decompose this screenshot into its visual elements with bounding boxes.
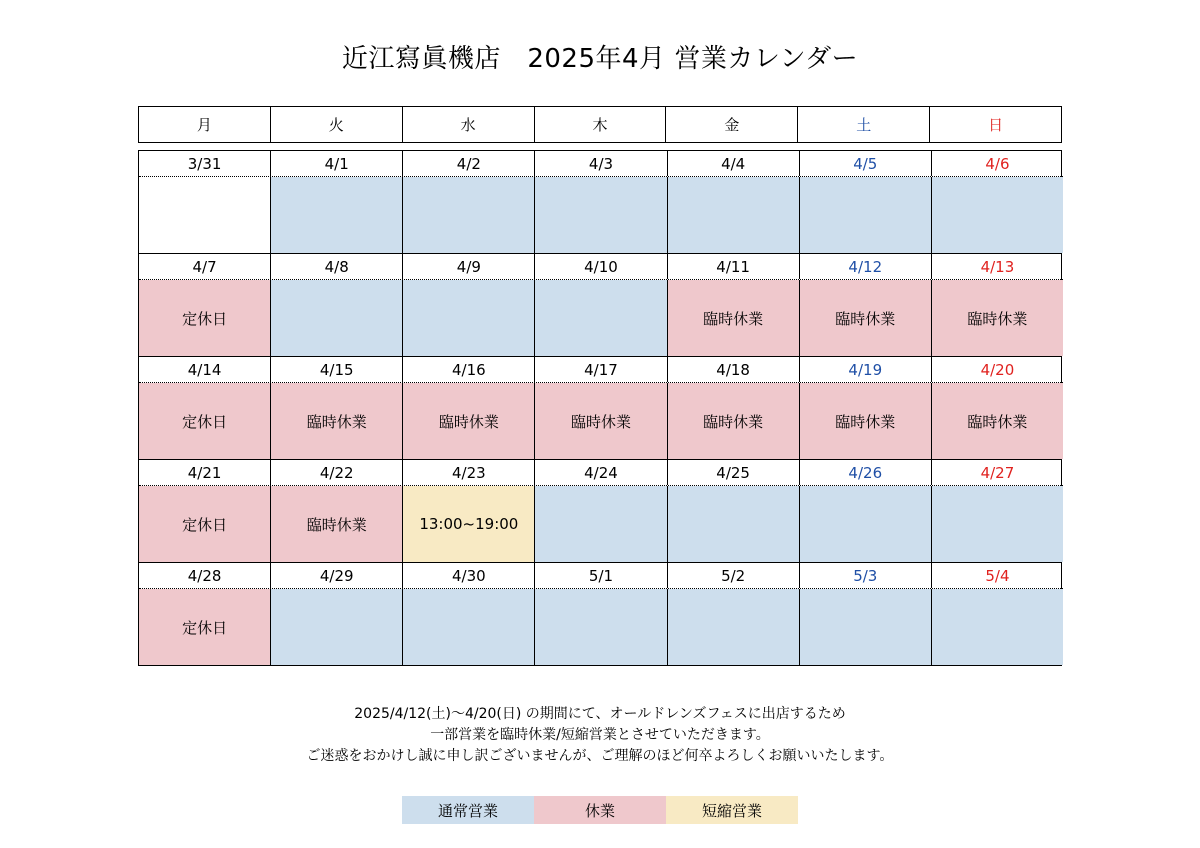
date-label: 4/1 — [271, 151, 403, 176]
day-status-cell: 定休日 — [139, 280, 271, 356]
day-status-cell — [668, 589, 800, 665]
page-title: 近江寫眞機店 2025年4月 営業カレンダー — [341, 44, 859, 74]
date-label: 4/19 — [800, 357, 932, 382]
day-status-cell — [668, 486, 800, 562]
day-status-cell — [139, 177, 271, 253]
calendar-week — [139, 357, 1061, 460]
day-status-cell — [271, 280, 403, 356]
date-label: 4/27 — [980, 463, 1015, 482]
date-label: 5/2 — [668, 563, 800, 588]
date-label: 4/14 — [139, 357, 271, 382]
day-status-cell: 定休日 — [139, 486, 271, 562]
calendar-week — [139, 254, 1061, 357]
legend-closed: 休業 — [534, 796, 666, 824]
weekday-mon: 月 — [139, 107, 271, 142]
date-label: 5/1 — [535, 563, 667, 588]
date-label: 4/17 — [535, 357, 667, 382]
date-label: 4/10 — [535, 254, 667, 279]
calendar-grid — [138, 150, 1062, 666]
date-label: 4/13 — [980, 257, 1015, 276]
day-status-cell — [668, 177, 800, 253]
weekday-sat: 土 — [798, 107, 930, 142]
day-status-cell: 臨時休業 — [271, 383, 403, 459]
day-status-cell: 臨時休業 — [271, 486, 403, 562]
date-label: 4/21 — [139, 460, 271, 485]
day-status-cell — [535, 486, 667, 562]
day-status-cell: 臨時休業 — [932, 383, 1063, 459]
date-label: 5/4 — [985, 566, 1010, 585]
date-label: 5/3 — [800, 563, 932, 588]
day-status-cell: 臨時休業 — [932, 280, 1063, 356]
day-status-cell: 臨時休業 — [800, 280, 932, 356]
date-label: 4/22 — [271, 460, 403, 485]
date-label: 4/4 — [668, 151, 800, 176]
date-label: 4/7 — [139, 254, 271, 279]
date-label: 4/15 — [271, 357, 403, 382]
calendar-week — [139, 151, 1061, 254]
weekday-fri: 金 — [666, 107, 798, 142]
legend-open: 通常営業 — [402, 796, 534, 824]
date-label: 4/11 — [668, 254, 800, 279]
date-label: 4/8 — [271, 254, 403, 279]
weekday-sun: 日 — [988, 116, 1004, 134]
date-label: 4/2 — [403, 151, 535, 176]
day-status-cell — [403, 280, 535, 356]
day-status-cell — [800, 486, 932, 562]
day-status-cell — [271, 589, 403, 665]
calendar — [138, 106, 1062, 666]
date-label: 4/25 — [668, 460, 800, 485]
calendar-week — [139, 460, 1061, 563]
day-status-cell: 13:00~19:00 — [403, 486, 535, 562]
day-status-cell — [932, 589, 1063, 665]
weekday-wed: 水 — [403, 107, 535, 142]
notice-line: ご迷惑をおかけし誠に申し訳ございませんが、ご理解のほど何卒よろしくお願いいたします。 — [306, 748, 894, 764]
date-label: 4/9 — [403, 254, 535, 279]
day-status-cell — [800, 589, 932, 665]
notice-line: 2025/4/12(土)〜4/20(日) の期間にて、オールドレンズフェスに出店するため — [354, 706, 846, 722]
day-status-cell: 定休日 — [139, 589, 271, 665]
notice-line: 一部営業を臨時休業/短縮営業とさせていただきます。 — [430, 727, 770, 743]
date-label: 4/28 — [139, 563, 271, 588]
day-status-cell — [535, 177, 667, 253]
legend — [402, 796, 798, 824]
day-status-cell — [535, 280, 667, 356]
date-label: 4/5 — [800, 151, 932, 176]
day-status-cell: 臨時休業 — [800, 383, 932, 459]
date-label: 4/16 — [403, 357, 535, 382]
day-status-cell: 臨時休業 — [668, 280, 800, 356]
day-status-cell — [535, 589, 667, 665]
date-label: 4/6 — [985, 154, 1010, 173]
legend-short: 短縮営業 — [666, 796, 798, 824]
day-status-cell — [403, 589, 535, 665]
date-label: 4/12 — [800, 254, 932, 279]
weekday-tue: 火 — [271, 107, 403, 142]
day-status-cell: 定休日 — [139, 383, 271, 459]
day-status-cell: 臨時休業 — [535, 383, 667, 459]
day-status-cell — [932, 486, 1063, 562]
date-label: 4/29 — [271, 563, 403, 588]
day-status-cell: 臨時休業 — [668, 383, 800, 459]
day-status-cell — [800, 177, 932, 253]
day-status-cell — [932, 177, 1063, 253]
date-label: 4/30 — [403, 563, 535, 588]
weekday-thu: 木 — [535, 107, 667, 142]
notice-text — [0, 704, 1200, 767]
date-label: 4/26 — [800, 460, 932, 485]
day-status-cell: 臨時休業 — [403, 383, 535, 459]
date-label: 4/24 — [535, 460, 667, 485]
date-label: 4/18 — [668, 357, 800, 382]
day-status-cell — [403, 177, 535, 253]
calendar-week — [139, 563, 1061, 666]
date-label: 3/31 — [139, 151, 271, 176]
day-status-cell — [271, 177, 403, 253]
date-label: 4/23 — [403, 460, 535, 485]
date-label: 4/20 — [980, 360, 1015, 379]
date-label: 4/3 — [535, 151, 667, 176]
weekday-header — [138, 106, 1062, 143]
